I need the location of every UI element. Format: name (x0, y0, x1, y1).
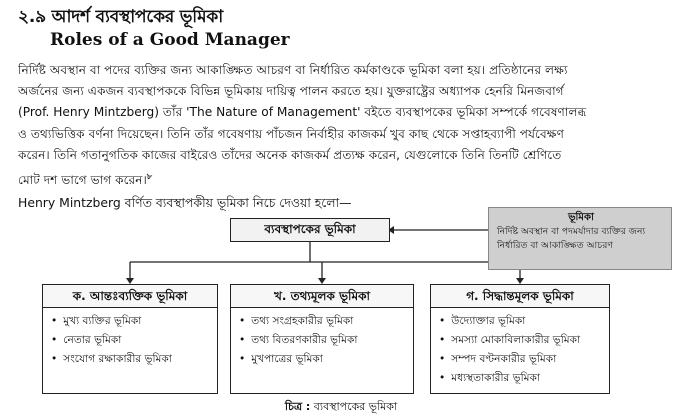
informational-roles-box (230, 284, 414, 394)
paragraph-line: (Prof. Henry Mintzberg) তাঁর 'The Nature of Management' বইতে ব্যবস্থাপকের ভূমিকা সম্পর্কে গবেষণালব্ধ (18, 105, 587, 120)
figure-caption (0, 398, 682, 417)
paragraph-line: অর্জনের জন্য একজন ব্যবস্থাপককে বিভিন্ন ভূমিকায় দায়িত্ব পালন করতে হয়। যুক্তরাষ্ট্রের অধ্যাপক হেনরি মিনজবার্গ (18, 84, 564, 99)
list-item: • নেতার ভূমিকা (51, 331, 217, 350)
note-title: ভূমিকা (568, 212, 594, 223)
list-item: • তথ্য সংগ্রহকারীর ভূমিকা (239, 312, 413, 331)
box-title: খ. তথ্যমূলক ভূমিকা (231, 285, 413, 308)
decisional-roles-box (430, 284, 610, 394)
caption-text: ব্যবস্থাপকের ভূমিকা (313, 400, 398, 413)
section-subheading: Roles of a Good Manager (50, 30, 290, 50)
interpersonal-roles-box (42, 284, 218, 394)
list-item: • তথ্য বিতরণকারীর ভূমিকা (239, 331, 413, 350)
role-list (43, 308, 217, 369)
list-item: • সংযোগ রক্ষাকারীর ভূমিকা (51, 350, 217, 369)
list-item: • মুখ্য ব্যক্তির ভূমিকা (51, 312, 217, 331)
paragraph-line-text: মোট দশ ভাগে ভাগ করেন। (18, 173, 147, 188)
list-item: • মুখপাত্রের ভূমিকা (239, 350, 413, 369)
paragraph-line: নির্দিষ্ট অবস্থান বা পদের ব্যক্তির জন্য আকাঙ্ক্ষিত আচরণ বা নির্ধারিত কর্মকাণ্ডকে ভূমিকা বলা হয়। প্রতিষ্ঠানের লক্ষ্য (18, 63, 568, 77)
intro-line: Henry Mintzberg বর্ণিত ব্যবস্থাপকীয় ভূমিকা নিচে দেওয়া হলো— (18, 195, 352, 210)
list-item: • সমস্যা মোকাবিলাকারীর ভূমিকা (439, 331, 609, 350)
role-list (231, 308, 413, 369)
note-text: নির্দিষ্ট অবস্থান বা পদমর্যাদার ব্যক্তির জন্য নির্ধারিত বা আকাঙ্ক্ষিত আচরণ (497, 226, 646, 251)
diagram-root-box (230, 218, 390, 242)
definition-note (488, 207, 672, 270)
list-item: • মধ্যস্থতাকারীর ভূমিকা (439, 369, 609, 388)
box-title: ক. আন্তঃব্যক্তিক ভূমিকা (43, 285, 217, 308)
section-heading: ২.৯ আদর্শ ব্যবস্থাপকের ভূমিকা (18, 7, 223, 27)
footnote-mark[interactable]: ৮ (146, 172, 153, 182)
root-title: ব্যবস্থাপকের ভূমিকা (264, 222, 356, 236)
paragraph-line: ও তথ্যভিত্তিক বর্ণনা দিয়েছেন। তিনি তাঁর গবেষণায় পাঁচজন নির্বাহীর কাজকর্ম খুব কাছ থেকে সপ্তাহব্যাপী পর্যবেক্ষণ (18, 126, 564, 141)
role-list (431, 308, 609, 388)
list-item: • সম্পদ বণ্টনকারীর ভূমিকা (439, 350, 609, 369)
box-title: গ. সিদ্ধান্তমূলক ভূমিকা (431, 285, 609, 308)
paragraph-line: করেন। তিনি গতানুগতিক কাজের বাইরেও তাঁদের অনেক কাজকর্ম প্রত্যক্ষ করেন, যেগুলোকে তিনি তিনটি শ্রেণিতে (18, 147, 562, 162)
list-item: • উদ্যোক্তার ভূমিকা (439, 312, 609, 331)
caption-label: চিত্র : (284, 400, 311, 413)
